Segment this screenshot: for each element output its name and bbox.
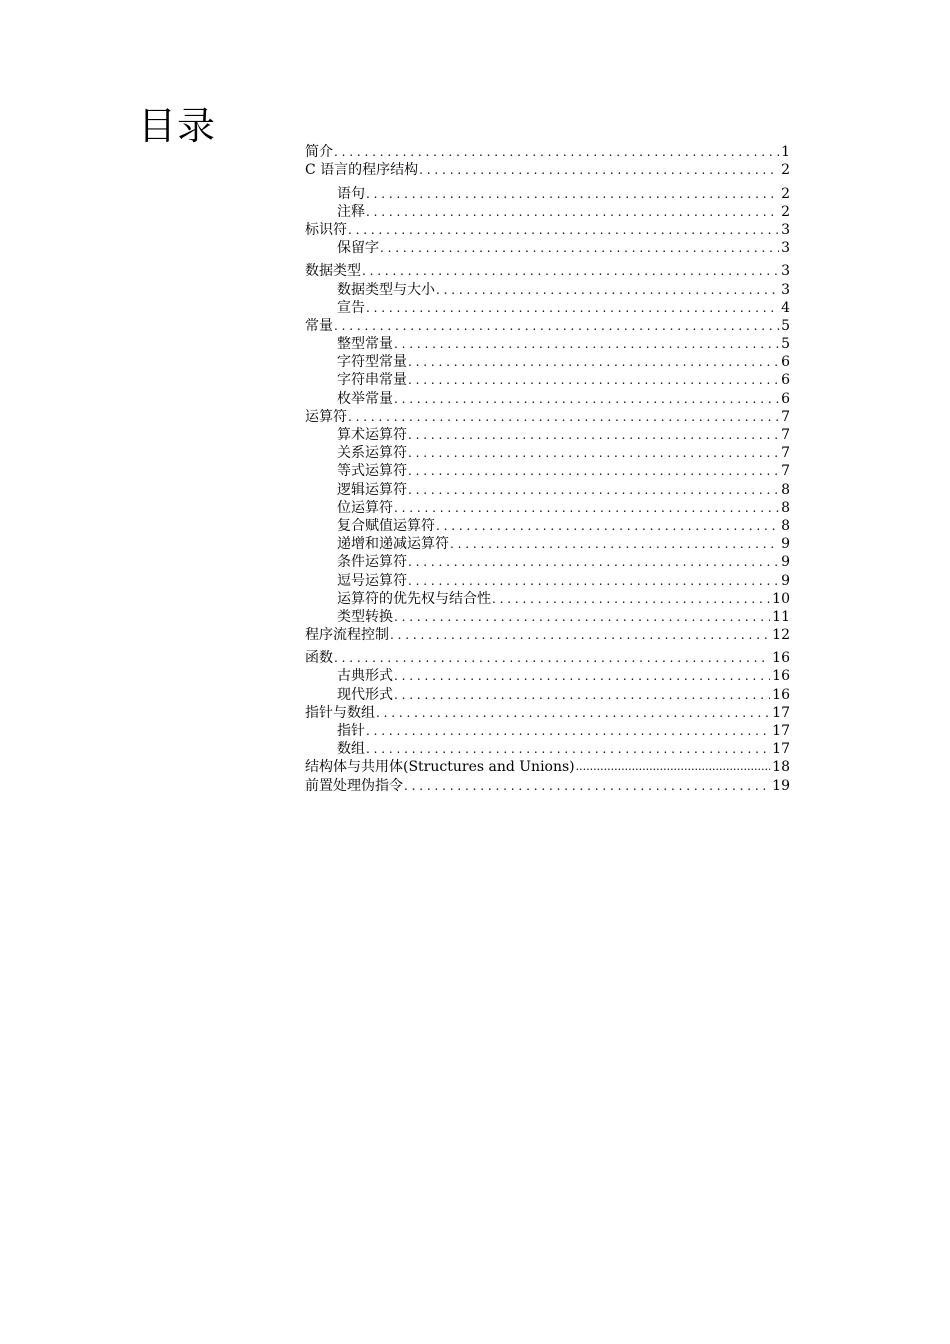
toc-entry[interactable] <box>305 161 790 179</box>
toc-entry[interactable] <box>305 221 790 239</box>
toc-dot-leader <box>334 317 779 335</box>
toc-dot-leader <box>394 667 770 685</box>
toc-entry-page-number: 2 <box>781 162 790 179</box>
toc-dot-leader <box>576 758 771 776</box>
toc-entry[interactable] <box>305 239 790 257</box>
toc-entry-page-number: 16 <box>772 668 790 685</box>
toc-entry-label: 运算符 <box>305 408 347 425</box>
toc-entry[interactable] <box>305 517 790 535</box>
toc-dot-leader <box>348 221 779 239</box>
toc-entry[interactable] <box>305 299 790 317</box>
toc-entry-page-number: 3 <box>781 240 790 257</box>
toc-entry-label: 常量 <box>305 317 333 334</box>
toc-dot-leader <box>404 777 770 795</box>
toc-entry[interactable] <box>305 389 790 407</box>
toc-dot-leader <box>394 335 779 353</box>
toc-entry-page-number: 11 <box>772 608 790 625</box>
toc-entry-label: 运算符的优先权与结合性 <box>337 590 491 607</box>
toc-entry[interactable] <box>305 590 790 608</box>
toc-dot-leader <box>334 649 770 667</box>
toc-entry-page-number: 7 <box>781 463 790 480</box>
toc-entry-page-number: 18 <box>772 759 790 776</box>
toc-entry[interactable] <box>305 571 790 589</box>
toc-entry-page-number: 10 <box>772 590 790 607</box>
toc-entry[interactable] <box>305 685 790 703</box>
toc-entry-label: 数据类型 <box>305 263 361 280</box>
toc-dot-leader <box>348 408 779 426</box>
toc-dot-leader <box>380 239 779 257</box>
toc-dot-leader <box>408 371 779 389</box>
toc-dot-leader <box>408 481 779 499</box>
toc-entry-page-number: 19 <box>772 777 790 794</box>
toc-entry-label: 关系运算符 <box>337 445 407 462</box>
toc-entry-label: 逻辑运算符 <box>337 481 407 498</box>
toc-entry-page-number: 7 <box>781 408 790 425</box>
toc-dot-leader <box>394 390 779 408</box>
toc-entry-label: 类型转换 <box>337 608 393 625</box>
toc-dot-leader <box>366 185 779 203</box>
toc-entry-label: 古典形式 <box>337 668 393 685</box>
toc-entry-page-number: 9 <box>781 536 790 553</box>
toc-entry[interactable] <box>305 317 790 335</box>
toc-entry-label: 指针 <box>337 723 365 739</box>
toc-entry-label: 结构体与共用体(Structures and Unions) <box>305 759 575 776</box>
toc-entry-label: 算术运算符 <box>337 427 407 443</box>
toc-entry[interactable] <box>305 553 790 571</box>
page-title: 目录 <box>138 104 217 149</box>
toc-entry[interactable] <box>305 722 790 740</box>
toc-dot-leader <box>334 143 779 161</box>
toc-entry-label: 逗号运算符 <box>337 572 407 589</box>
toc-dot-leader <box>408 553 779 571</box>
toc-entry[interactable] <box>305 704 790 722</box>
toc-entry[interactable] <box>305 203 790 221</box>
toc-entry-label: 整型常量 <box>337 336 393 353</box>
toc-entry-label: 字符串常量 <box>337 372 407 389</box>
toc-entry-label: 程序流程控制 <box>305 627 389 644</box>
toc-dot-leader <box>366 740 770 758</box>
toc-entry-label: 注释 <box>337 203 365 220</box>
toc-entry-page-number: 9 <box>781 572 790 589</box>
toc-entry-label: 标识符 <box>305 221 347 238</box>
toc-entry[interactable] <box>305 758 790 776</box>
toc-entry-page-number: 12 <box>772 627 790 644</box>
toc-entry-page-number: 6 <box>781 372 790 389</box>
toc-dot-leader <box>366 299 779 317</box>
toc-entry[interactable] <box>305 535 790 553</box>
toc-dot-leader <box>394 608 770 626</box>
toc-dot-leader <box>492 590 770 608</box>
toc-dot-leader <box>436 517 779 535</box>
toc-entry-label: 函数 <box>305 650 333 667</box>
toc-entry[interactable] <box>305 335 790 353</box>
toc-dot-leader <box>366 722 770 740</box>
toc-dot-leader <box>436 281 779 299</box>
toc-entry-label: 指针与数组 <box>305 704 375 721</box>
toc-entry-page-number: 16 <box>772 650 790 667</box>
toc-entry-label: 前置处理伪指令 <box>305 777 403 794</box>
toc-entry-page-number: 6 <box>781 390 790 407</box>
toc-dot-leader <box>408 572 779 590</box>
toc-entry-page-number: 17 <box>772 704 790 721</box>
toc-entry-label: 简介 <box>305 144 333 161</box>
toc-entry-page-number: 17 <box>772 723 790 739</box>
toc-dot-leader <box>390 626 770 644</box>
toc-entry[interactable] <box>305 462 790 480</box>
toc-entry-label: 宣告 <box>337 299 365 316</box>
toc-dot-leader <box>362 262 779 280</box>
toc-entry-page-number: 5 <box>781 317 790 334</box>
toc-entry[interactable] <box>305 626 790 644</box>
toc-entry[interactable] <box>305 280 790 298</box>
toc-entry-page-number: 3 <box>781 221 790 238</box>
toc-entry-page-number: 8 <box>781 517 790 534</box>
toc-entry[interactable] <box>305 608 790 626</box>
toc-entry-page-number: 17 <box>772 741 790 758</box>
toc-entry[interactable] <box>305 426 790 444</box>
toc-entry[interactable] <box>305 499 790 517</box>
toc-entry-label: 枚举常量 <box>337 390 393 407</box>
toc-entry-page-number: 16 <box>772 686 790 703</box>
toc-entry-label: 递增和递减运算符 <box>337 536 449 553</box>
table-of-contents <box>305 143 790 795</box>
toc-entry-label: 现代形式 <box>337 686 393 703</box>
toc-dot-leader <box>408 444 779 462</box>
toc-entry[interactable] <box>305 444 790 462</box>
toc-dot-leader <box>450 535 779 553</box>
toc-entry-label: 语句 <box>337 185 365 202</box>
toc-entry-label: 数据类型与大小 <box>337 281 435 298</box>
toc-entry[interactable] <box>305 480 790 498</box>
toc-entry-page-number: 2 <box>781 185 790 202</box>
toc-entry-page-number: 8 <box>781 499 790 516</box>
toc-dot-leader <box>408 462 779 480</box>
toc-entry[interactable] <box>305 262 790 280</box>
toc-dot-leader <box>408 426 779 444</box>
toc-entry[interactable] <box>305 740 790 758</box>
toc-dot-leader <box>394 499 779 517</box>
toc-dot-leader <box>366 203 779 221</box>
toc-entry[interactable] <box>305 667 790 685</box>
toc-entry-page-number: 4 <box>781 299 790 316</box>
toc-entry-label: 数组 <box>337 741 365 758</box>
toc-entry-page-number: 9 <box>781 554 790 571</box>
toc-entry[interactable] <box>305 649 790 667</box>
toc-dot-leader <box>408 353 779 371</box>
toc-entry[interactable] <box>305 371 790 389</box>
toc-entry-label: 等式运算符 <box>337 463 407 480</box>
toc-entry[interactable] <box>305 143 790 161</box>
toc-dot-leader <box>419 161 779 179</box>
toc-entry-page-number: 3 <box>781 263 790 280</box>
toc-entry-label: 复合赋值运算符 <box>337 517 435 534</box>
toc-dot-leader <box>394 686 770 704</box>
toc-entry-page-number: 1 <box>781 144 790 161</box>
toc-entry[interactable] <box>305 408 790 426</box>
toc-entry-label: C 语言的程序结构 <box>305 162 419 179</box>
toc-entry-page-number: 3 <box>781 281 790 298</box>
toc-entry-label: 条件运算符 <box>337 554 407 571</box>
toc-entry-page-number: 7 <box>781 427 790 443</box>
toc-entry-page-number: 2 <box>781 203 790 220</box>
toc-entry-label: 位运算符 <box>337 499 393 516</box>
toc-entry[interactable] <box>305 353 790 371</box>
toc-entry-page-number: 6 <box>781 354 790 371</box>
toc-entry[interactable] <box>305 776 790 794</box>
toc-entry-page-number: 5 <box>781 336 790 353</box>
toc-entry-page-number: 7 <box>781 445 790 462</box>
toc-dot-leader <box>376 704 770 722</box>
toc-entry-page-number: 8 <box>781 481 790 498</box>
toc-entry-label: 保留字 <box>337 240 379 257</box>
toc-entry-label: 字符型常量 <box>337 354 407 371</box>
toc-entry[interactable] <box>305 184 790 202</box>
